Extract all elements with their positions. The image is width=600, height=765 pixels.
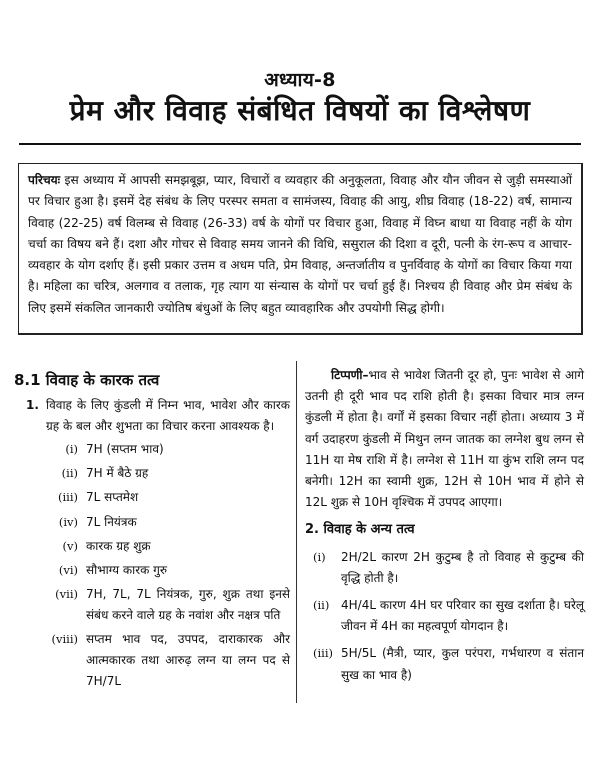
numbered-item-1 [26,395,290,437]
intro-box [18,163,583,335]
roman-numeral: (iii) [57,490,78,505]
list-item [313,643,584,685]
list-item [48,536,290,557]
list-item [48,439,290,460]
list-item-text: सप्तम भाव पद, उपपद, दाराकारक और आत्मकारक तथा आरुढ़ लग्न या लग्न पद से 7H/7L [86,632,290,689]
list-item [48,560,290,581]
list-item [313,547,584,589]
roman-numeral: (viii) [51,632,78,647]
roman-numeral: (iii) [313,646,334,661]
item-number: 1. [26,398,39,412]
intro-text: इस अध्याय में आपसी समझबूझ, प्यार, विचारों व व्यवहार की अनुकूलता, विवाह और यौन जीवन से जुड़ी समस्याओं पर विचार हुआ है। इसमें देह संबंध के लिए परस्पर समता व सामंजस्य, विवाह की आयु, शीघ्र विवाह (18-22) वर्ष, सामान्य विवाह (22-25) वर्ष विलम्ब से विवाह (26-33) वर्ष के योगों पर विचार हुआ, विवाह में विघ्न बाधा या विवाह नहीं के योग चर्चा का विषय बने हैं। दशा और गोचर से विवाह समय जानने की विधि, ससुराल की दिशा व दूरी, पत्नी के रंग-रूप व आचार-व्यवहार के योग दर्शाए हैं। इसी प्रकार उत्तम व अधम पति, प्रेम विवाह, अन्तर्जातीय व पुनर्विवाह के योगों का विचार किया गया है। महिला का चरित्र, अलगाव व तलाक, गृह त्याग या संन्यास के योगों पर चर्चा हुई हैं। निश्चय ही विवाह और प्रेम संबंध के लिए इसमें संकलित जानकारी ज्योतिष बंधुओं के लिए बहुत व्यावहारिक और उपयोगी सिद्ध होगी। [28,173,572,315]
intro-label: परिचयः [28,173,61,187]
title-rule [19,143,581,145]
list-item-text: 7H (सप्तम भाव) [86,442,164,456]
note-paragraph [305,365,584,513]
list-item [48,512,290,533]
roman-numeral: (vi) [58,562,78,577]
chapter-number: अध्याय-8 [264,69,336,91]
left-column [14,368,290,696]
note-text: भाव से भावेश जितनी दूर हो, पुनः भावेश से आगे उतनी ही दूरी भाव पद राशि होती है। इसका विचार मात्र लग्न कुंडली में होता है। वर्गों में इसका विचार नहीं होता। अध्याय 3 में वर्ग उदाहरण कुंडली में मिथुन लग्न जातक का लग्नेश बुध लग्न से 11H या मेष राशि में है। लग्नेश से 11H या कुंभ राशि लग्न पद बनेगी। 12H का स्वामी शुक्र, 12H से 10H भाव में होने से 12L शुक्र से 10H वृश्चिक में उपपद आएगा। [305,368,584,510]
list-item-text: 7H, 7L, 7L नियंत्रक, गुरु, शुक्र तथा इनसे संबंध करने वाले ग्रह के नवांश और नक्षत्र पति [86,587,290,623]
roman-numeral: (v) [62,538,78,553]
note-label: टिप्पणी– [331,368,369,382]
list-item-text: 7H में बैठे ग्रह [86,466,149,481]
roman-numeral: (i) [313,549,326,564]
list-item-text: कारक ग्रह शुक्र [86,538,151,553]
column-divider [296,361,297,703]
list-item-text: 5H/5L (मैत्री, प्यार, कुल परंपरा, गर्भधारण व संतान सुख का भाव है) [341,646,584,682]
list-item-text: 7L सप्तमेश [86,490,139,505]
sub-item-list [48,439,290,692]
section-heading-2: 2. विवाह के अन्य तत्व [305,522,415,538]
roman-numeral: (i) [65,442,78,456]
list-item [48,629,290,692]
list-item [48,487,290,508]
list-item [48,584,290,626]
list-item-text: 7L नियंत्रक [86,514,137,529]
right-column [305,365,584,692]
section-heading-8-1: 8.1 विवाह के कारक तत्व [14,371,160,389]
list-item-text: 4H/4L कारण 4H घर परिवार का सुख दर्शाता है। घरेलू जीवन में 4H का महत्वपूर्ण योगदान है। [341,598,584,634]
list-item-text: सौभाग्य कारक गुरु [86,562,168,577]
roman-numeral: (ii) [61,466,78,481]
roman-numeral: (ii) [313,598,330,613]
roman-numeral: (vii) [55,587,78,602]
list-item [313,595,584,637]
roman-numeral: (iv) [58,514,78,529]
chapter-title: प्रेम और विवाह संबंधित विषयों का विश्लेषण [69,94,531,127]
list-item [48,463,290,484]
item-text: विवाह के लिए कुंडली में निम्न भाव, भावेश और कारक ग्रह के बल और शुभता का विचार करना आवश्यक है। [46,398,290,433]
list-item-text: 2H/2L कारण 2H कुटुम्ब है तो विवाह से कुटुम्ब की वृद्धि होती है। [341,549,584,585]
